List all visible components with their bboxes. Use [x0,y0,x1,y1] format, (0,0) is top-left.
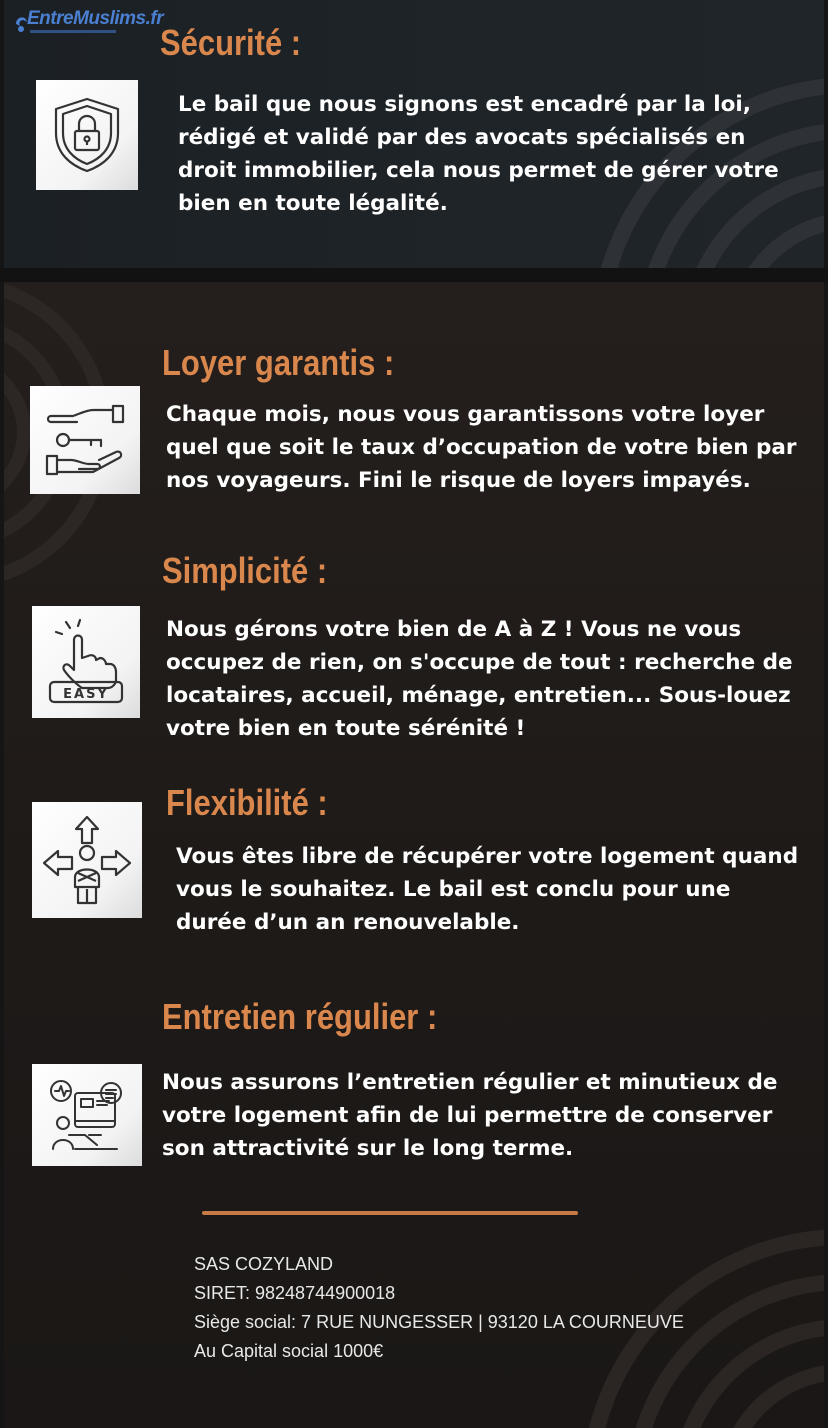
shield-lock-icon [50,95,124,175]
company-name: SAS COZYLAND [194,1254,334,1274]
company-address: Siège social: 7 RUE NUNGESSER | 93120 LA COURNEUVE [194,1312,684,1332]
simplicite-icon-box [32,606,140,718]
flexibilite-icon-box [32,802,142,918]
text-securite: Le bail que nous signons est encadré par la loi, rédigé et validé par des avocats spécialisés en droit immobilier, cela nous permet de gérer votre bien en toute légalité. [178,92,779,216]
logo-mark-icon [14,12,28,34]
logo-underline [30,30,116,33]
text-simplicite: Nous gérons votre bien de A à Z ! Vous ne vous occupez de rien, on s'occupe de tout : recherche de locataires, accueil, ménage, entretien... Sous-louez votre bien en toute sérénité ! [166,617,793,741]
easy-hand-icon [44,618,128,706]
heading-simplicite: Simplicité : [162,550,328,591]
maintenance-icon [45,1075,129,1155]
company-capital: Au Capital social 1000€ [194,1341,384,1361]
svg-text:EASY: EASY [63,687,109,702]
hand-key-icon [43,402,127,478]
text-entretien: Nous assurons l’entretien régulier et minutieux de votre logement afin de lui permettre de conserver son attractivité sur le long terme. [162,1070,778,1161]
section-divider [0,268,828,282]
site-logo[interactable] [14,8,164,38]
entretien-icon-box [32,1064,142,1166]
logo-text: EntreMuslims.fr [27,8,164,29]
security-icon-box [36,80,138,190]
loyer-icon-box [30,386,140,494]
heading-loyer: Loyer garantis : [162,342,395,383]
footer-divider [202,1211,578,1215]
heading-entretien: Entretien régulier : [162,996,438,1037]
text-flexibilite: Vous êtes libre de récupérer votre logement quand vous le souhaitez. Le bail est conclu pour une durée d’un an renouvelable. [176,844,799,935]
heading-flexibilite: Flexibilité : [166,782,328,823]
company-siret: SIRET: 98248744900018 [194,1283,396,1303]
text-loyer: Chaque mois, nous vous garantissons votre loyer quel que soit le taux d’occupation de votre bien par nos voyageurs. Fini le risque de loyers impayés. [166,402,797,493]
person-arrows-icon [42,815,132,905]
heading-securite: Sécurité : [160,22,302,63]
company-info [194,1250,684,1366]
